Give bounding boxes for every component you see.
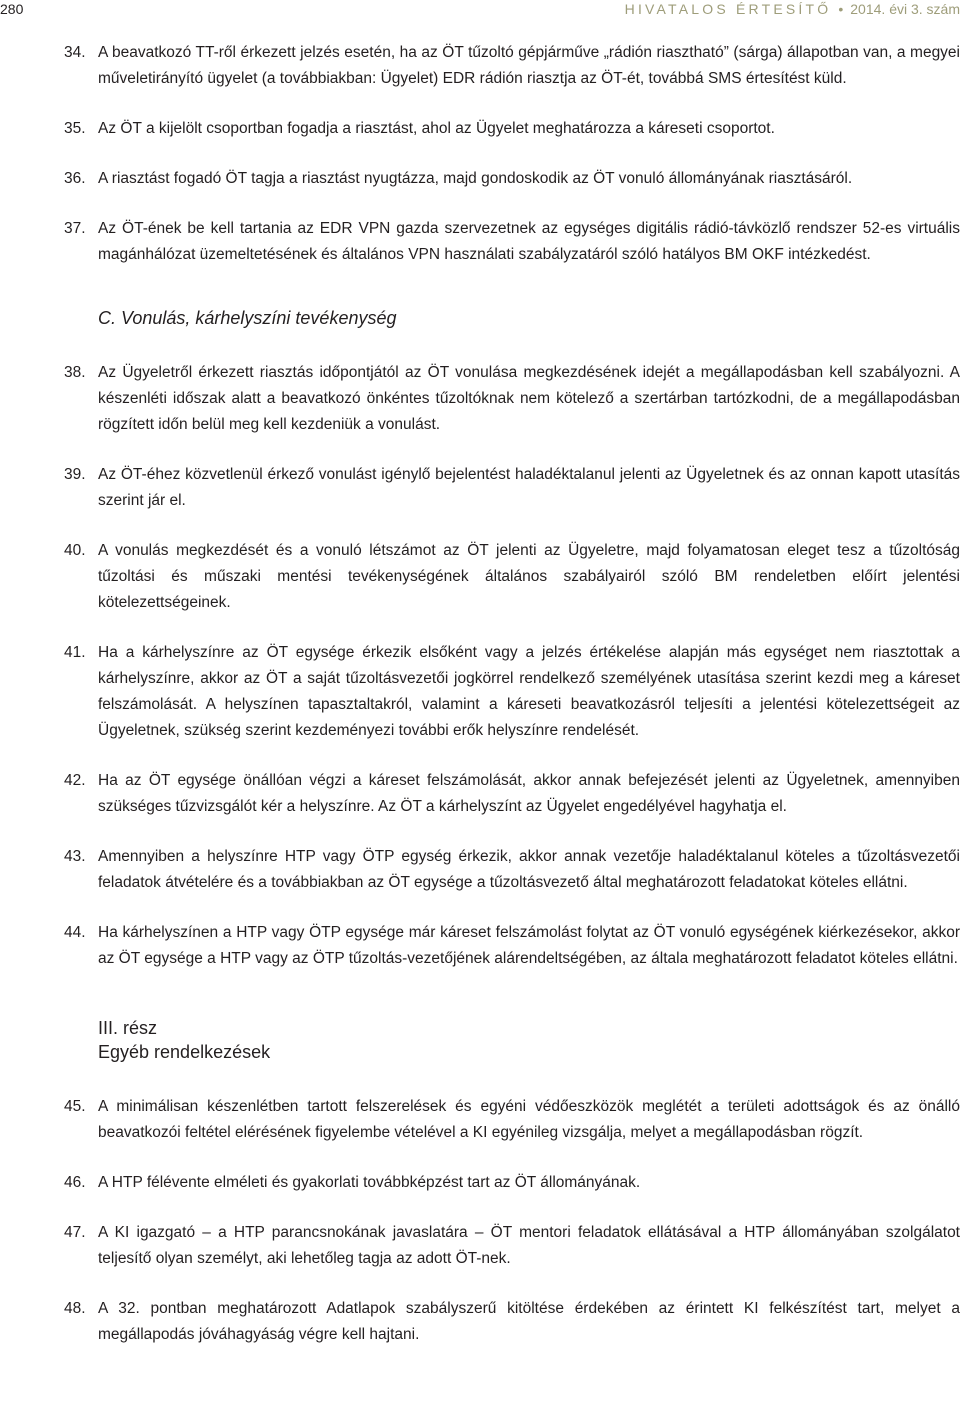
paragraph-36 [0,166,960,192]
document-body [0,40,960,1372]
part-heading [0,1016,960,1064]
paragraph-text: Amennyiben a helyszínre HTP vagy ÖTP egység érkezik, akkor annak vezetője haladéktalanul köteles a tűzoltásvezetői feladatok átvételére és a továbbiakban az ÖT egysége a tűzoltásvezető által meghatározott feladatokat köteles ellátni. [98,848,960,891]
paragraph-number: 48. [64,1300,86,1317]
paragraph-number: 38. [64,364,86,381]
paragraph-37 [0,216,960,268]
section-title: C. Vonulás, kárhelyszíni tevékenység [98,308,397,328]
paragraph-number: 37. [64,220,86,237]
paragraph-41 [0,640,960,744]
paragraph-number: 42. [64,772,86,789]
paragraph-text: A HTP félévente elméleti és gyakorlati továbbképzést tart az ÖT állományának. [98,1174,641,1191]
paragraph-text: Az ÖT-éhez közvetlenül érkező vonulást igénylő bejelentést haladéktalanul jelenti az Ügyeletnek és az onnan kapott utasítás szerint jár el. [98,466,960,509]
paragraph-number: 39. [64,466,86,483]
page-number: 280 [0,1,24,17]
paragraph-46 [0,1170,960,1196]
paragraph-42 [0,768,960,820]
part-title: Egyéb rendelkezések [98,1042,271,1062]
paragraph-40 [0,538,960,616]
paragraph-text: A minimálisan készenlétben tartott felszerelések és egyéni védőeszközök meglétét a területi adottságok és az önálló beavatkozói feltétel elérésének figyelembe vételével a KI egyénileg vizsgálja, melyet a megállapodásban rögzít. [98,1098,960,1141]
paragraph-text: Az ÖT a kijelölt csoportban fogadja a riasztást, ahol az Ügyelet meghatározza a kárеseti csoportot. [98,120,775,137]
paragraph-38 [0,360,960,438]
paragraph-number: 34. [64,44,86,61]
paragraph-number: 36. [64,170,86,187]
paragraph-number: 45. [64,1098,86,1115]
paragraph-text: A 32. pontban meghatározott Adatlapok szabályszerű kitöltése érdekében az érintett KI felkészítést tart, melyet a megállapodás jóváhagyáság végre kell hajtani. [98,1300,960,1343]
paragraph-34 [0,40,960,92]
paragraph-text: Az Ügyeletről érkezett riasztás időpontjától az ÖT vonulása megkezdésének idejét a megállapodásban kell szabályozni. A készenléti időszak alatt a beavatkozó önkéntes tűzoltóknak nem kötelező a szertárban tartózkodni, de a megállapodásban rögzített időn belül meg kell kezdeniük a vonulást. [98,364,960,433]
paragraph-text: A beavatkozó TT-ről érkezett jelzés esetén, ha az ÖT tűzoltó gépjárműve „rádión riasztható” (sárga) állapotban van, a megyei műveletirányító ügyelet (a továbbiakban: Ügyelet) EDR rádión riasztja az ÖT-ét, továbbá SMS értesítést küld. [98,44,960,87]
paragraph-39 [0,462,960,514]
paragraph-number: 44. [64,924,86,941]
paragraph-number: 40. [64,542,86,559]
paragraph-44 [0,920,960,972]
paragraph-number: 47. [64,1224,86,1241]
running-head [625,0,960,18]
paragraph-number: 41. [64,644,86,661]
paragraph-number: 43. [64,848,86,865]
paragraph-number: 46. [64,1174,86,1191]
paragraph-48 [0,1296,960,1348]
paragraph-text: Ha kárhelyszínen a HTP vagy ÖTP egysége már káreset felszámolást folytat az ÖT vonuló egységének kiérkezésekor, akkor az ÖT egysége a HTP vagy az ÖTP tűzoltás-vezetőjének alárendeltségében, az általa meghatározott feladatot köteles ellátni. [98,924,960,967]
paragraph-45 [0,1094,960,1146]
issue-label: 2014. évi 3. szám [850,1,960,17]
part-number: III. rész [98,1018,158,1038]
paragraph-text: Ha a kárhelyszínre az ÖT egysége érkezik elsőként vagy a jelzés értékelése alapján más egységet nem riasztottak a kárhelyszínre, akkor az ÖT a saját tűzoltásvezetői jogkörrel rendelkező személyének utasítása szerint kezdi meg a káreset felszámolását. A helyszínen tapasztaltakról, valamint a káreseti beavatkozásról teljesíti a jelentési kötelezettségeit az Ügyeletnek, szükség szerint kezdeményezi további erők helyszínre rendelését. [98,644,960,739]
paragraph-35 [0,116,960,142]
paragraph-number: 35. [64,120,86,137]
page-header [0,0,960,24]
journal-name: HIVATALOS ÉRTESÍTŐ [624,1,832,17]
paragraph-43 [0,844,960,896]
header-bullet: • [838,1,844,17]
paragraph-text: Ha az ÖT egysége önállóan végzi a káreset felszámolását, akkor annak befejezését jelenti az Ügyeletnek, amennyiben szükséges tűzvizsgálót kér a helyszínre. Az ÖT a kárhelyszínt az Ügyelet engedélyével hagyhatja el. [98,772,960,815]
paragraph-text: A riasztást fogadó ÖT tagja a riasztást nyugtázza, majd gondoskodik az ÖT vonuló állományának riasztásáról. [98,170,853,187]
paragraph-47 [0,1220,960,1272]
paragraph-text: Az ÖT-ének be kell tartania az EDR VPN gazda szervezetnek az egységes digitális rádió-távközlő rendszer 52-es virtuális magánhálózat üzemeltetésének és általános VPN használati szabályzatáról szóló hatályos BM OKF intézkedést. [98,220,960,263]
paragraph-text: A KI igazgató – a HTP parancsnokának javaslatára – ÖT mentori feladatok ellátásával a HTP állományában szolgálatot teljesítő olyan személyt, aki lehetőleg tagja az adott ÖT-nek. [98,1224,960,1267]
paragraph-text: A vonulás megkezdését és a vonuló létszámot az ÖT jelenti az Ügyeletre, majd folyamatosan eleget tesz a tűzoltóság tűzoltási és műszaki mentési tevékenységének általános szabályairól szóló BM rendeletben előírt jelentési kötelezettségeinek. [98,542,960,611]
